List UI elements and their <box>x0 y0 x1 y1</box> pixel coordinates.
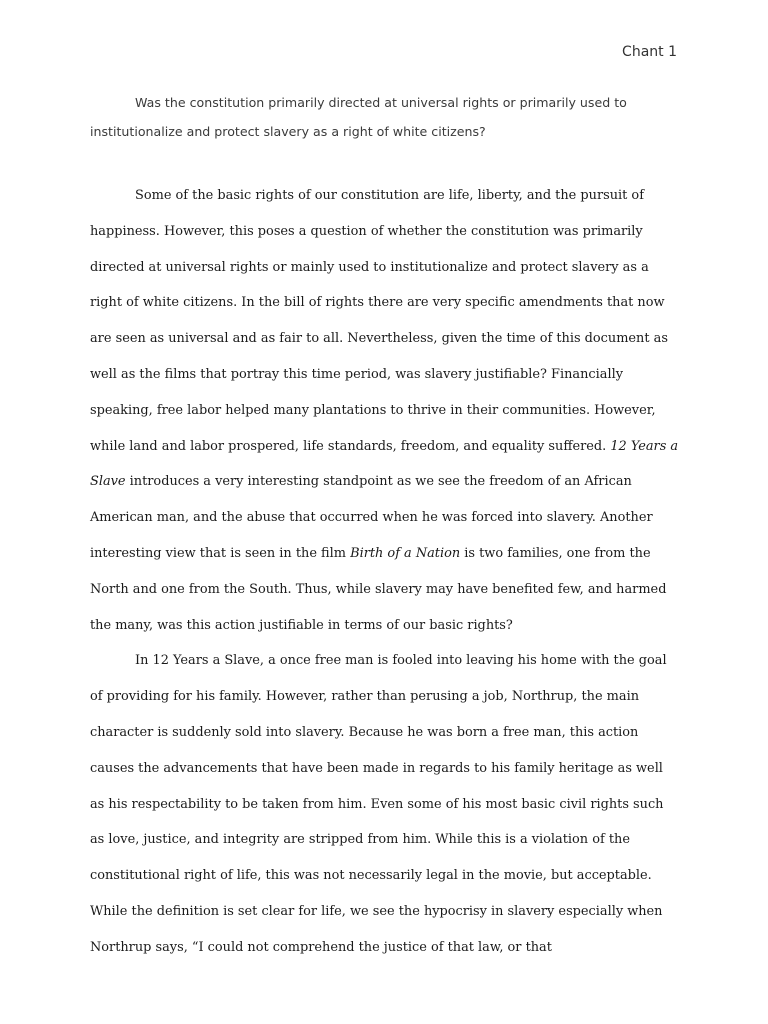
paragraph-1-segment: is two families, one from the North and one from the South. Thus, while slavery may have benefited few, and harmed the many, was this action justifiable in terms of our basic rights? <box>90 545 667 633</box>
film-title-birth-of-a-nation: Birth of a Nation <box>350 545 461 561</box>
paragraph-1-segment: Some of the basic rights of our constitution are life, liberty, and the pursuit of happiness. However, this poses a question of whether the constitution was primarily directed at universal rights or mainly used to institutionalize and protect slavery as a right of white citizens. In the bill of rights there are very specific amendments that now are seen as universal and as fair to all. Nevertheless, given the time of this document as well as the films that portray this time period, was slavery justifiable? Financially speaking, free labor helped many plantations to thrive in their communities. However, while land and labor prospered, life standards, freedom, and equality suffered. <box>90 188 668 454</box>
body-paragraph-1 <box>90 178 680 643</box>
body-paragraph-2 <box>90 643 680 965</box>
essay-body <box>90 178 680 966</box>
film-title-12-years-a-slave: 12 Years a Slave <box>90 438 679 490</box>
essay-question <box>90 88 680 146</box>
paragraph-1-segment: introduces a very interesting standpoint as we see the freedom of an African American man, and the abuse that occurred when he was forced into slavery. Another interesting view that is seen in the film <box>90 474 653 561</box>
paragraph-2-segment: In 12 Years a Slave, a once free man is fooled into leaving his home with the goal of providing for his family. However, rather than perusing a job, Northrup, the main character is suddenly sold into slavery. Because he was born a free man, this action causes the advancements that have been made in regards to his family heritage as well as his respectability to be taken from him. Even some of his most basic civil rights such as love, justice, and integrity are stripped from him. While this is a violation of the constitutional right of life, this was not necessarily legal in the movie, but acceptable. While the definition is set clear for life, we see the hypocrisy in slavery especially when Northrup says, “I could not comprehend the justice of that law, or that <box>90 653 667 955</box>
essay-question-text: Was the constitution primarily directed at universal rights or primarily used to institutionalize and protect slavery as a right of white citizens? <box>90 95 627 139</box>
running-head: Chant 1 <box>622 44 677 60</box>
